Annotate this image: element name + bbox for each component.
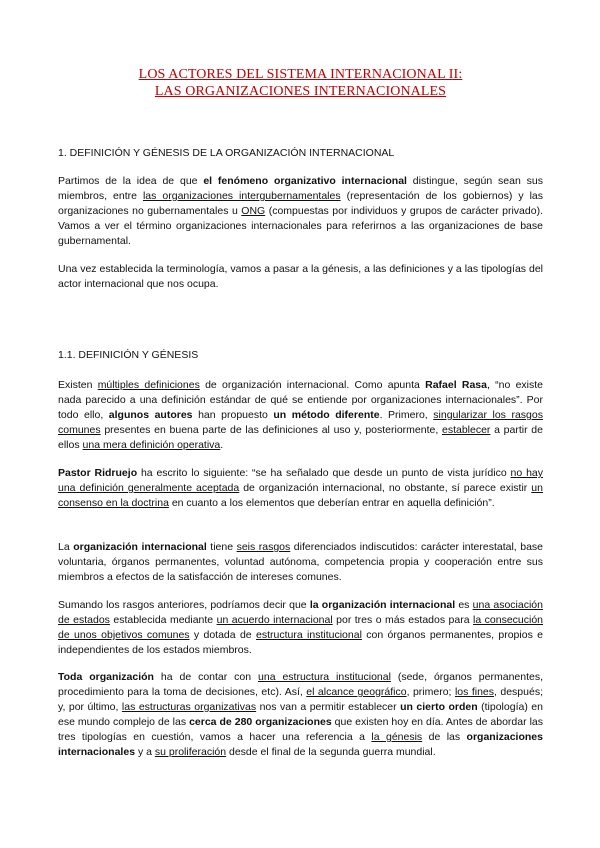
section-heading-2: 1.1. DEFINICIÓN Y GÉNESIS	[58, 349, 199, 361]
paragraph-6: Sumando los rasgos anteriores, podríamos decir que la organización internacional es una asociación de estados establecida mediante un acuerdo internacional por tres o más estados para la consecución de unos objetivos comunes y dotada de estructura institucional con órganos permanentes, propios e independientes de los estados miembros.	[58, 599, 544, 656]
paragraph-4: Pastor Ridruejo ha escrito lo siguiente: “se ha señalado que desde un punto de vista jurídico no hay una definición generalmente aceptada de organización internacional, no obstante, sí parece existir un consenso en la doctrina en cuanto a los elementos que deberían entrar en aquella definición”.	[58, 467, 543, 509]
section-heading-1: 1. DEFINICIÓN Y GÉNESIS DE LA ORGANIZACIÓN INTERNACIONAL	[58, 147, 395, 159]
paragraph-2: Una vez establecida la terminología, vamos a pasar a la génesis, a las definiciones y a las tipologías del actor internacional que nos ocupa.	[58, 263, 543, 290]
paragraph-7: Toda organización ha de contar con una estructura institucional (sede, órganos permanentes, procedimiento para la toma de decisiones, etc). Así, el alcance geográfico, primero; los fines, después; y, por último, las estructuras organizativas nos van a permitir establecer un cierto orden (tipología) en ese mundo complejo de las cerca de 280 organizaciones que existen hoy en día. Antes de abordar las tres tipologías en cuestión, vamos a hacer una referencia a la génesis de las organizaciones internacionales y a su proliferación desde el final de la segunda guerra mundial.	[58, 671, 544, 758]
document-title	[58, 66, 543, 100]
title-line-1: LOS ACTORES DEL SISTEMA INTERNACIONAL II:	[138, 67, 463, 82]
paragraph-5: La organización internacional tiene seis rasgos diferenciados indiscutidos: carácter interestatal, base voluntaria, órganos permanentes, voluntad autónoma, competencia propia y cooperación entre sus miembros a efectos de la satisfacción de intereses comunes.	[58, 541, 543, 583]
title-line-2: LAS ORGANIZACIONES INTERNACIONALES	[154, 84, 447, 99]
paragraph-3: Existen múltiples definiciones de organización internacional. Como apunta Rafael Rasa, “no existe nada parecido a una definición estándar de qué se entiende por organizaciones internacionales”. Por todo ello, algunos autores han propuesto un método diferente. Primero, singularizar los rasgos comunes presentes en buena parte de las definiciones al uso y, posteriormente, establecer a partir de ellos una mera definición operativa.	[58, 379, 543, 451]
paragraph-1: Partimos de la idea de que el fenómeno organizativo internacional distingue, según sean sus miembros, entre las organizaciones intergubernamentales (representación de los gobiernos) y las organizaciones no gubernamentales u ONG (compuestas por individuos y grupos de carácter privado). Vamos a ver el término organizaciones internacionales para referirnos a las organizaciones de base gubernamental.	[58, 175, 544, 247]
